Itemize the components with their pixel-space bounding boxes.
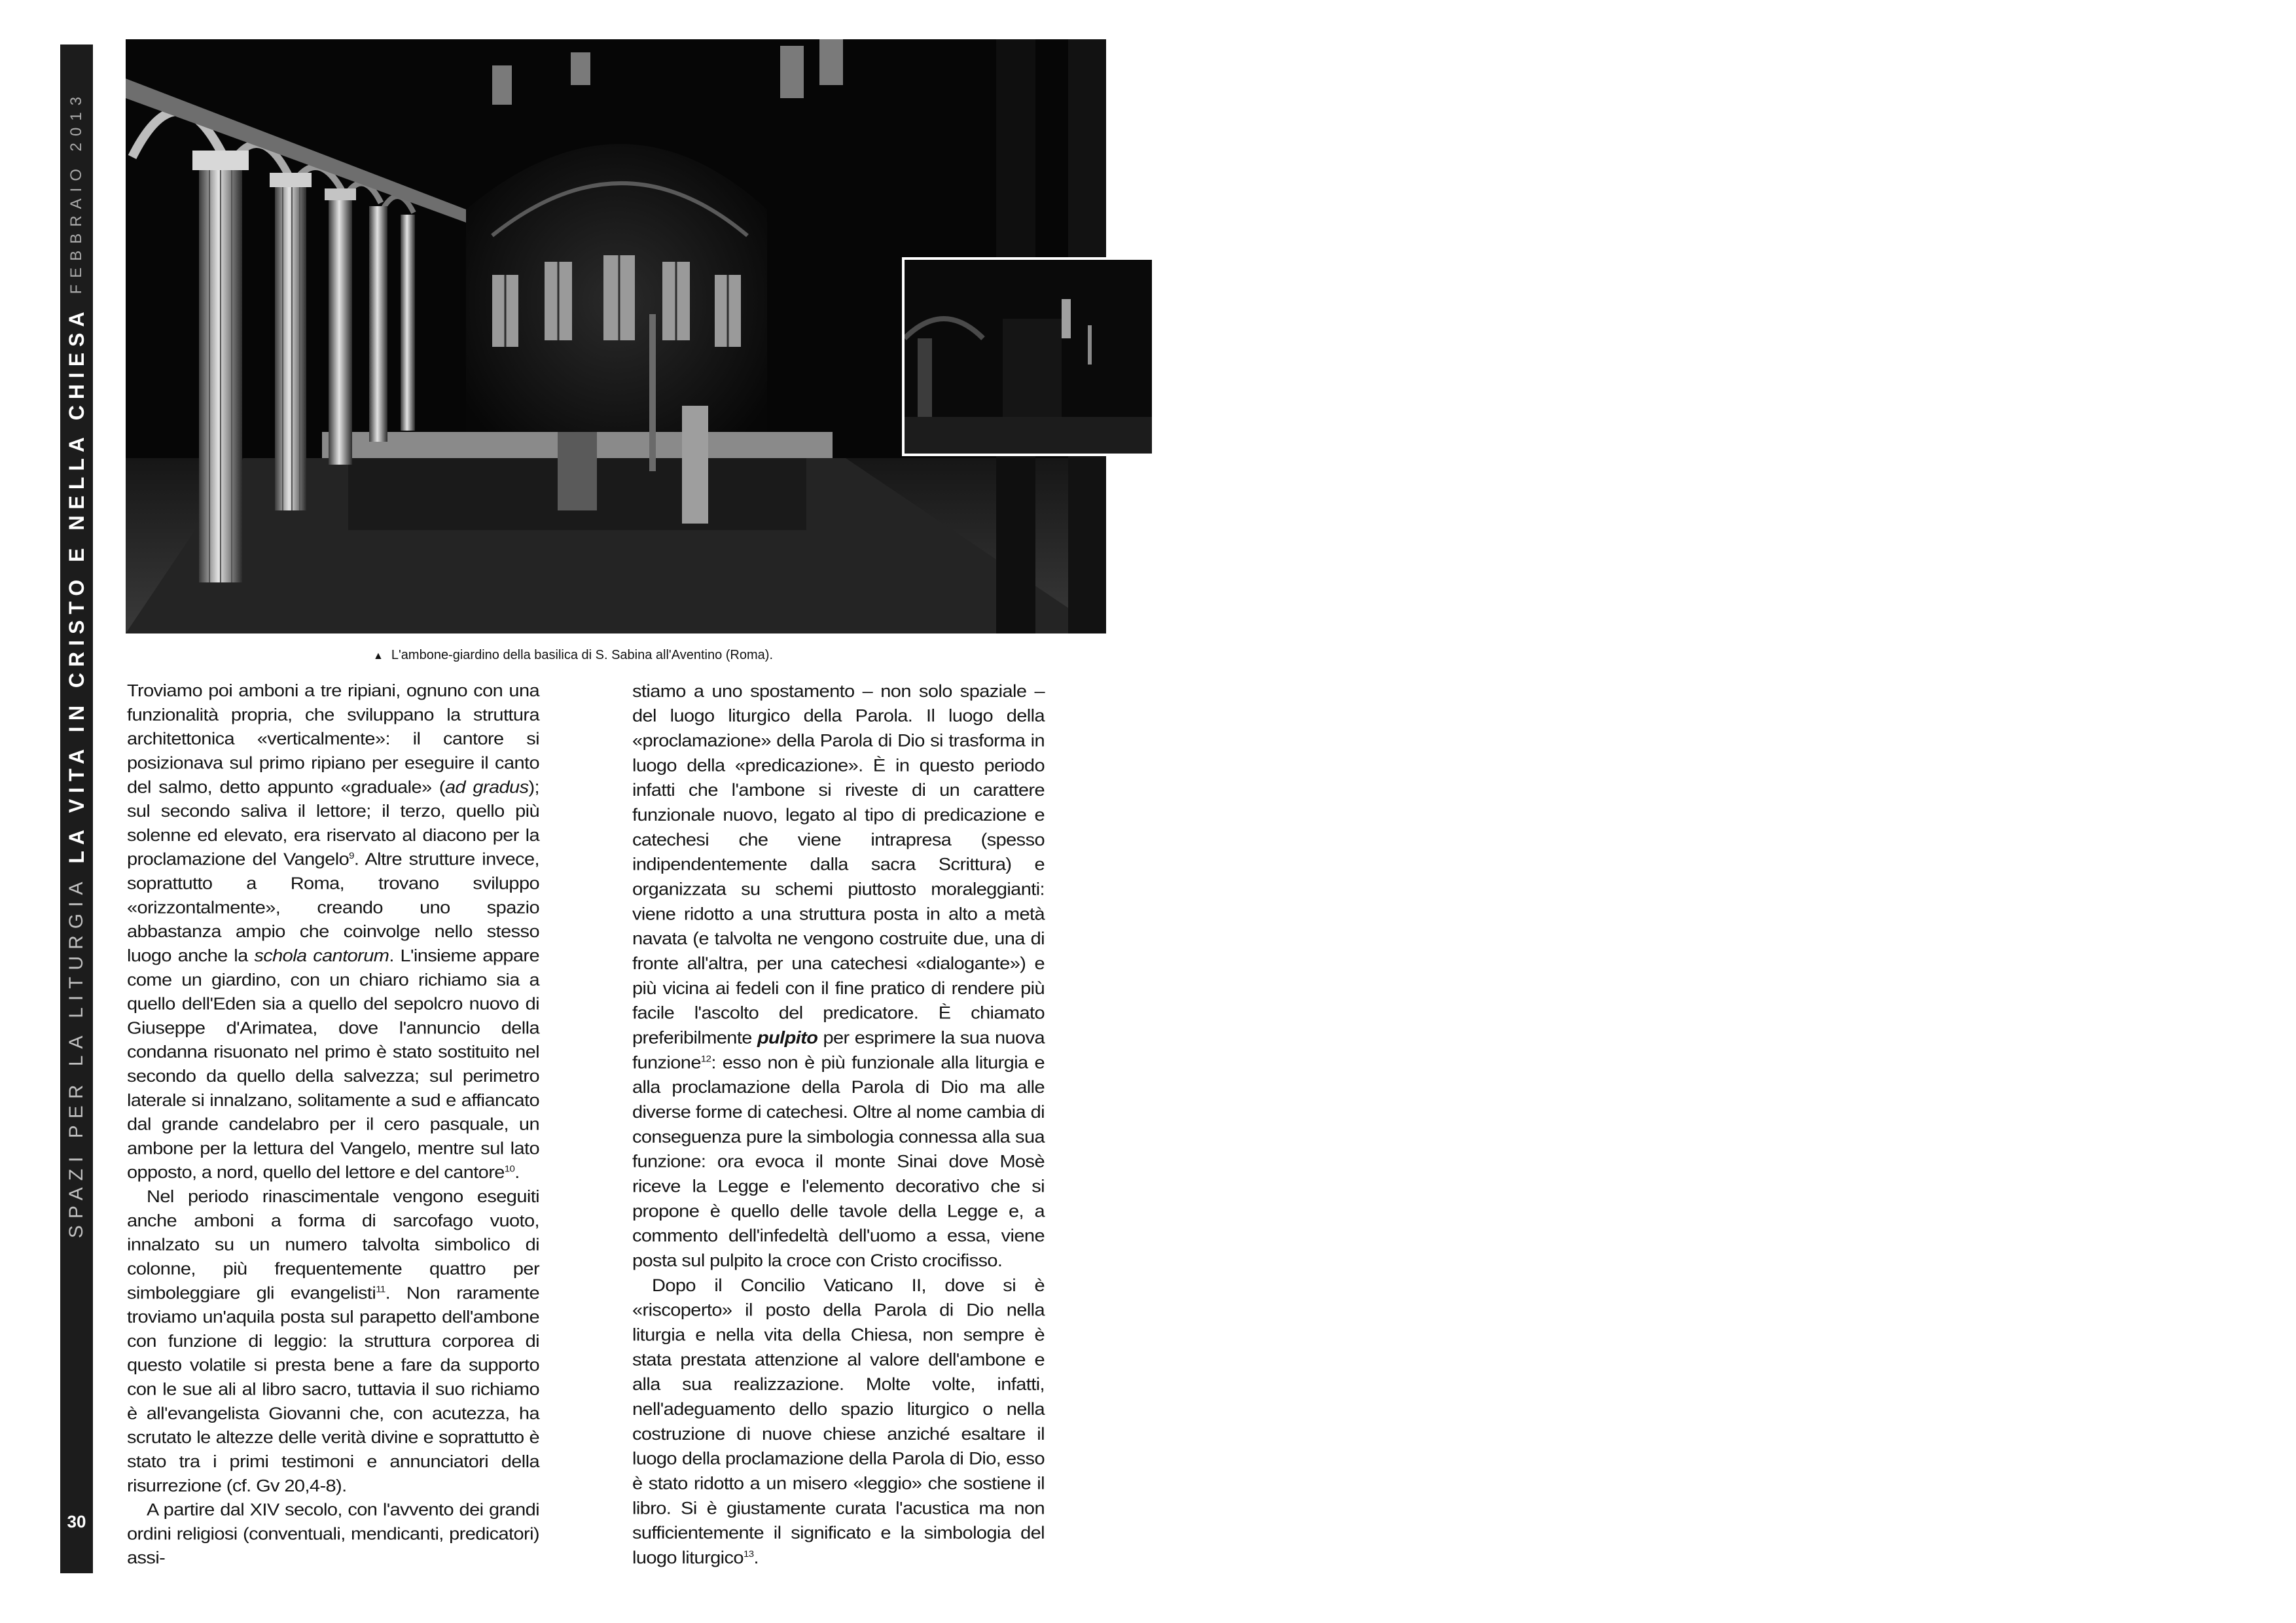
series-title: SPAZI PER LA LITURGIA	[65, 875, 87, 1239]
paragraph: Dopo il Concilio Vaticano II, dove si è «riscoperto» il posto della Parola di Dio nella liturgia e nella vita della Chiesa, non sempre è stata prestata attenzione al valore dell'ambone e alla sua realizzazione. Molte volte, infatti, nell'adeguamento dello spazio liturgico o nella costruzione di nuove chiese anziché esaltare il luogo della proclamazione della Parola di Dio, esso è stato ridotto a un misero «leggio» che sostiene il libro. Si è giustamente curata l'acustica ma non sufficientemente il significato e la simbologia del luogo liturgico$^{13}$.	[632, 1275, 1045, 1568]
caption-triangle-icon: ▲	[373, 651, 384, 662]
inset-photo	[902, 257, 1155, 456]
footnote-ref: 11	[376, 1285, 386, 1295]
page-number: 30	[67, 1512, 86, 1531]
photo-caption	[373, 648, 773, 663]
footnote-ref: 12	[700, 1054, 711, 1065]
sidebar-running-head	[60, 43, 93, 1286]
issue-date: FEBBRAIO 2013	[67, 90, 85, 294]
footnote-ref: 9	[349, 851, 354, 861]
paragraph: stiamo a uno spostamento – non solo spaziale – del luogo liturgico della Parola. Il luogo della «proclamazione» della Parola di Dio si trasforma in luogo della «predicazione». È in questo periodo infatti che l'ambone si riveste di un carattere funzionale nuovo, legato al tipo di predicazione e catechesi che viene intrapresa (spesso indipendentemente dalla sacra Scrittura) e organizzata su schemi piuttosto moraleggianti: viene ridotto a una struttura posta in alto a metà navata (e talvolta ne vengono costruite due, una di fronte all'altra, per una catechesi «dialogante») e più vicina ai fedeli con il fine pratico di rendere più facile l'ascolto del predicatore. È chiamato preferibilmente pulpito per esprimere la sua nuova funzione$^{12}$: esso non è più funzionale alla liturgia e alla proclamazione della Parola di Dio ma alle diverse forme di catechesi. Oltre al nome cambia di conseguenza pure la simbologia connessa alla sua funzione: ora evoca il monte Sinai dove Mosè riceve la Legge e l'elemento decorativo che si propone è quello delle tavole della Legge e, a commento dell'infedeltà dell'uomo a essa, viene posta sul pulpito la croce con Cristo crocifisso.	[632, 681, 1045, 1271]
paragraph: A partire dal XIV secolo, con l'avvento dei grandi ordini religiosi (conventuali, mendicanti, predicatori) assi-	[127, 1501, 539, 1568]
footnote-ref: 10	[504, 1164, 515, 1175]
caption-text: L'ambone-giardino della basilica di S. Sabina all'Aventino (Roma).	[391, 648, 773, 662]
article-title: LA VITA IN CRISTO E NELLA CHIESA	[64, 306, 88, 864]
paragraph: Troviamo poi amboni a tre ripiani, ognuno con una funzionalità propria, che sviluppano la struttura architettonica «verticalmente»: il cantore si posizionava sul primo ripiano per eseguire il canto del salmo, detto appunto «graduale» (ad gradus); sul secondo saliva il lettore; il terzo, quello più solenne ed elevato, era riservato al diacono per la proclamazione del Vangelo$^9$. Altre strutture invece, soprattutto a Roma, trovano sviluppo «orizzontalmente», creando uno spazio abbastanza ampio che coinvolge nello stesso luogo anche la schola cantorum. L'insieme appare come un giardino, con un chiaro richiamo sia a quello dell'Eden sia a quello del sepolcro nuovo di Giuseppe d'Arimatea, dove l'annuncio della condanna risuonato nel primo è stato sostituito nel secondo da quello della salvezza; sul perimetro laterale si innalzano, solitamente a sud e affiancato dal grande candelabro per il cero pasquale, un ambone per la lettura del Vangelo, mentre sul lato opposto, a nord, quello del lettore e del cantore$^{10}$.	[127, 681, 540, 1183]
text-column-1	[127, 679, 539, 1571]
footnote-ref: 13	[743, 1549, 754, 1560]
text-column-2	[632, 679, 1045, 1571]
paragraph: Nel periodo rinascimentale vengono eseguiti anche amboni a forma di sarcofago vuoto, innalzato su un numero talvolta simbolico di colonne, più frequentemente quattro per simboleggiare gli evangelisti$^{11}$. Non raramente troviamo un'aquila posta sul parapetto dell'ambone con funzione di leggio: la struttura corporea di questo volatile si presta bene a fare da supporto con le sue ali al libro sacro, tuttavia il suo richiamo è all'evangelista Giovanni che, con acutezza, ha scrutato le altezze delle verità divine e soprattutto è stato tra i primi testimoni e annunciatori della risurrezione (cf. Gv 20,4-8).	[127, 1187, 539, 1496]
